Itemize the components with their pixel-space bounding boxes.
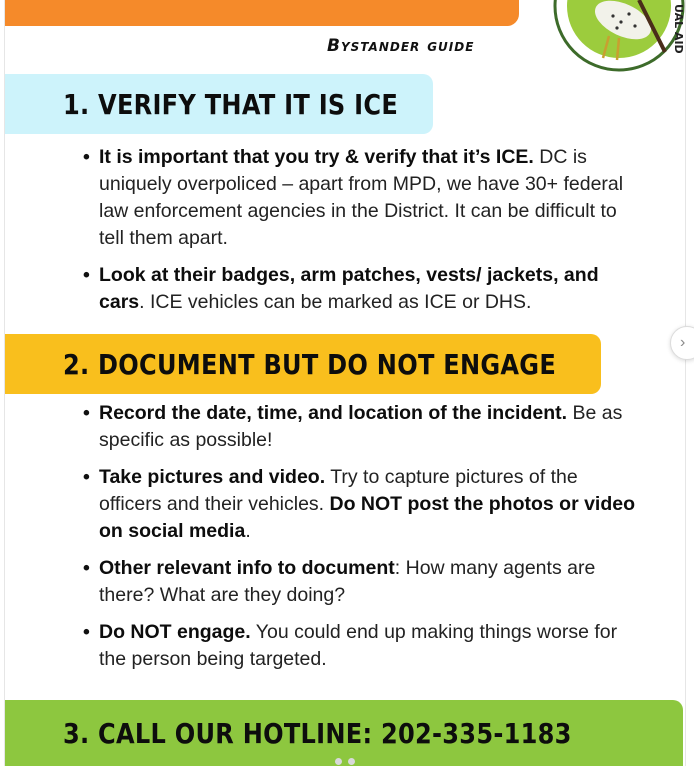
bullet-icon: • — [83, 402, 90, 424]
list-item — [83, 144, 643, 252]
bullet-icon: • — [83, 466, 90, 488]
chevron-right-icon: › — [680, 334, 686, 351]
bird-logo-icon — [553, 0, 685, 72]
item-bold-text: Other relevant info to document — [99, 557, 395, 579]
section-1-heading: 1. VERIFY THAT IT IS ICE — [63, 87, 399, 121]
item-text: . — [245, 520, 251, 542]
section-1-banner — [5, 74, 433, 134]
item-text: Try to capture pictures of the officers and their vehicles. — [99, 466, 578, 515]
bullet-icon: • — [83, 621, 90, 643]
section-2-heading: 2. DOCUMENT BUT DO NOT ENGAGE — [63, 347, 557, 381]
list-item — [83, 400, 643, 454]
top-orange-bar — [5, 0, 519, 26]
section-1-list — [83, 144, 643, 326]
carousel-dot[interactable] — [335, 758, 342, 765]
item-text: Be as specific as possible! — [99, 402, 623, 451]
item-bold-text: It is important that you try & verify that it’s ICE. — [99, 146, 534, 168]
bullet-icon: • — [83, 557, 90, 579]
item-bold-text: Record the date, time, and location of the incident. — [99, 402, 568, 424]
item-text: . ICE vehicles can be marked as ICE or DHS. — [139, 291, 532, 313]
item-bold-text: Take pictures and video. — [99, 466, 326, 488]
header-title: Bystander guide — [327, 36, 475, 56]
logo-text: UAL AID — [672, 4, 685, 54]
item-text: DC is uniquely overpoliced – apart from MPD, we have 30+ federal law enforcement agencies in the District. It can be difficult to tell them apart. — [99, 146, 624, 249]
item-text: : How many agents are there? What are they doing? — [99, 557, 596, 606]
section-2-banner — [5, 334, 601, 394]
item-bold-text: Look at their badges, arm patches, vests/ jackets, and cars — [99, 264, 599, 313]
list-item — [83, 619, 643, 673]
list-item — [83, 464, 643, 545]
post-image — [4, 0, 686, 766]
carousel-dots — [335, 758, 355, 765]
item-text: You could end up making things worse for the person being targeted. — [99, 621, 618, 670]
list-item — [83, 262, 643, 316]
bullet-icon: • — [83, 146, 90, 168]
bullet-icon: • — [83, 264, 90, 286]
section-3-banner — [5, 700, 683, 766]
carousel-dot[interactable] — [348, 758, 355, 765]
list-item — [83, 555, 643, 609]
section-3-heading: 3. CALL OUR HOTLINE: 202-335-1183 — [63, 716, 572, 750]
section-2-list — [83, 400, 643, 683]
item-bold-text: Do NOT post the photos or video on social media — [99, 493, 636, 542]
item-bold-text: Do NOT engage. — [99, 621, 251, 643]
